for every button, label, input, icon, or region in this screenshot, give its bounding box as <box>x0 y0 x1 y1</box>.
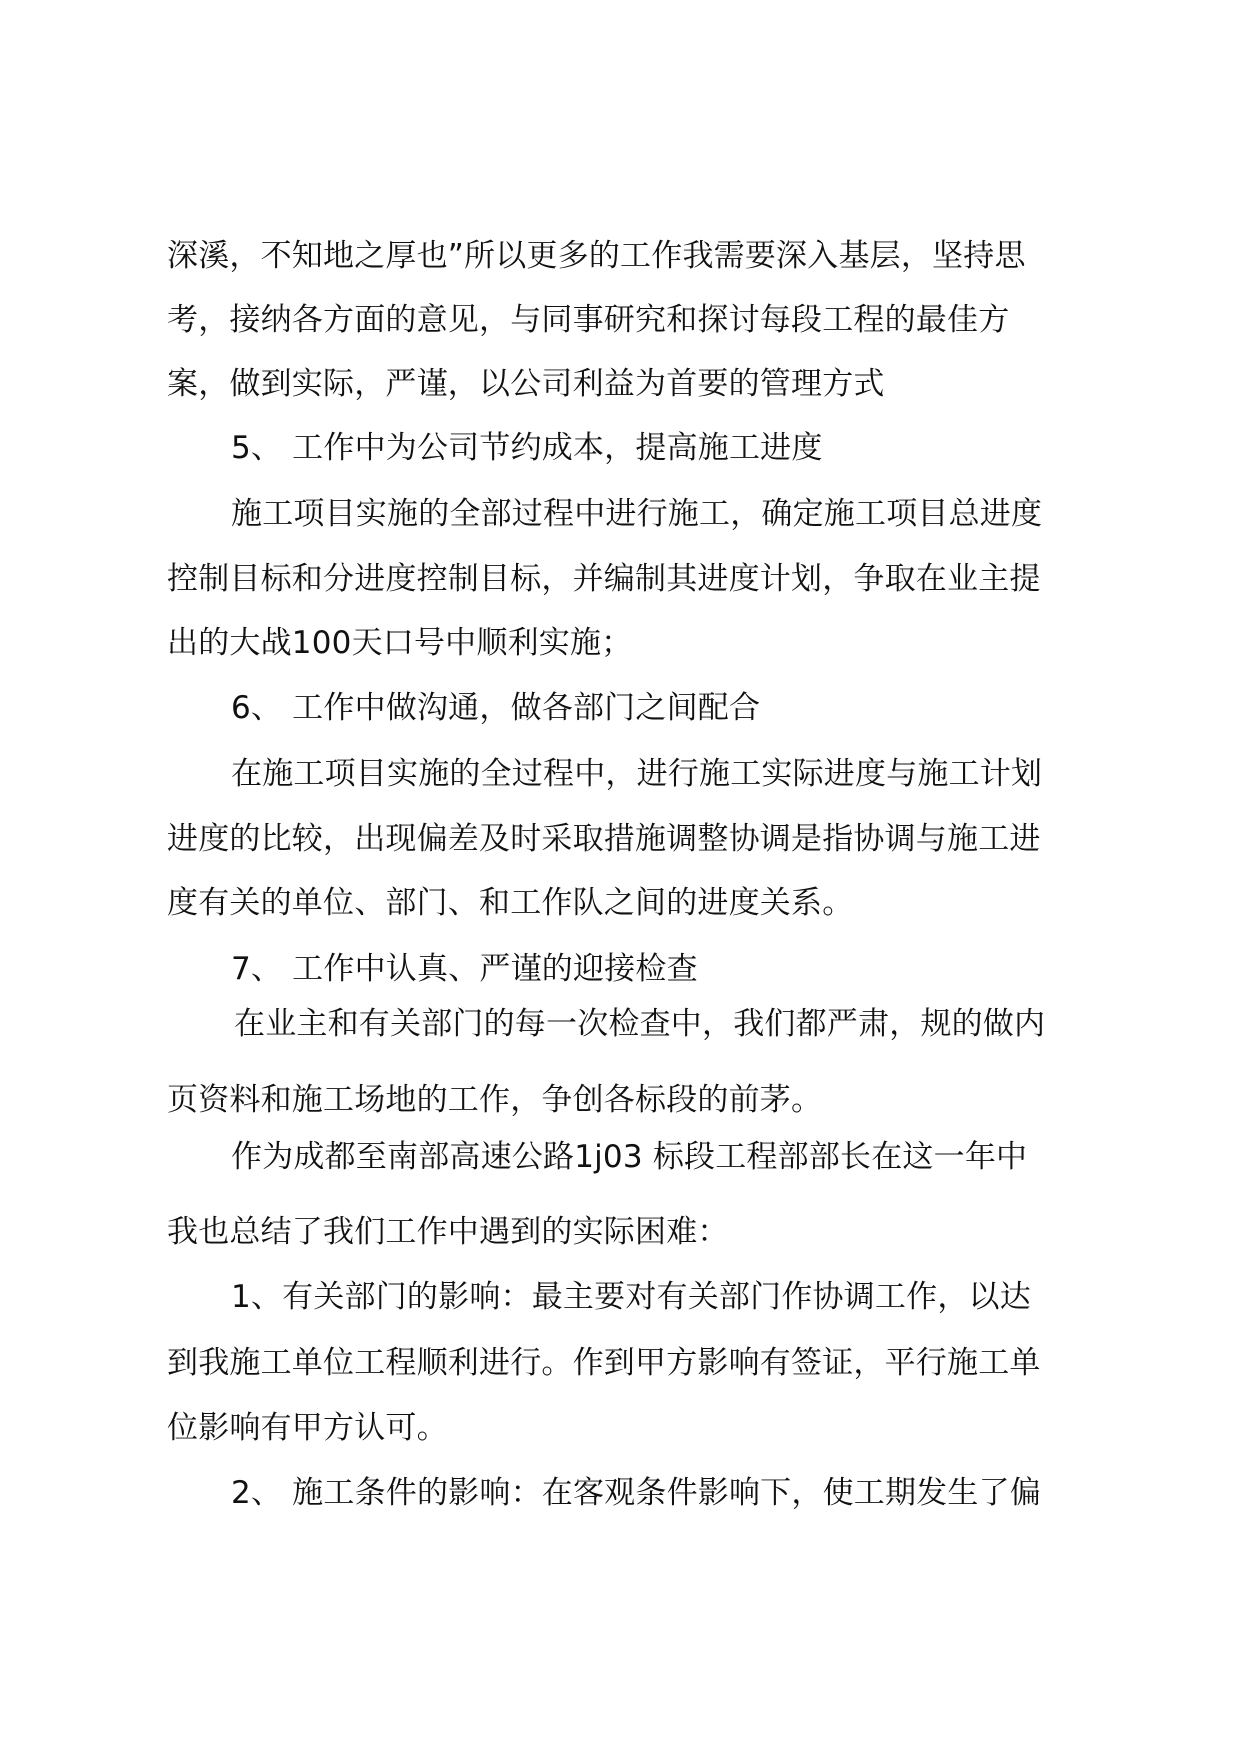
paragraph-line: 深溪，不知地之厚也”所以更多的工作我需要深入基层，坚持思 <box>167 238 1026 274</box>
paragraph-line: 施工项目实施的全部过程中进行施工，确定施工项目总进度 <box>231 496 1043 532</box>
paragraph-line: 到我施工单位工程顺利进行。作到甲方影响有签证，平行施工单 <box>167 1345 1041 1381</box>
section-heading-6: 6、 工作中做沟通，做各部门之间配合 <box>231 690 761 726</box>
section-heading-7: 7、 工作中认真、严谨的迎接检查 <box>231 951 698 987</box>
list-item-2: 2、 施工条件的影响：在客观条件影响下，使工期发生了偏 <box>231 1475 1041 1511</box>
paragraph-line: 作为成都至南部高速公路1j03 标段工程部部长在这一年中 <box>231 1139 1028 1175</box>
paragraph-line: 在业主和有关部门的每一次检查中，我们都严肃，规的做内 <box>234 1006 1046 1042</box>
paragraph-line: 案，做到实际，严谨，以公司利益为首要的管理方式 <box>167 366 885 402</box>
paragraph-line: 考，接纳各方面的意见，与同事研究和探讨每段工程的最佳方 <box>167 302 1010 338</box>
paragraph-line: 度有关的单位、部门、和工作队之间的进度关系。 <box>167 885 854 921</box>
paragraph-line: 页资料和施工场地的工作，争创各标段的前茅。 <box>167 1082 823 1118</box>
paragraph-line: 出的大战100天口号中顺利实施； <box>167 625 633 661</box>
paragraph-line: 控制目标和分进度控制目标，并编制其进度计划，争取在业主提 <box>167 561 1041 597</box>
paragraph-line: 在施工项目实施的全过程中，进行施工实际进度与施工计划 <box>231 756 1043 792</box>
paragraph-line: 进度的比较，出现偏差及时采取措施调整协调是指协调与施工进 <box>167 821 1041 857</box>
paragraph-line: 我也总结了我们工作中遇到的实际困难： <box>167 1214 729 1250</box>
paragraph-line: 位影响有甲方认可。 <box>167 1410 448 1446</box>
section-heading-5: 5、 工作中为公司节约成本，提高施工进度 <box>231 430 823 466</box>
list-item-1: 1、有关部门的影响：最主要对有关部门作协调工作，以达 <box>231 1279 1031 1315</box>
